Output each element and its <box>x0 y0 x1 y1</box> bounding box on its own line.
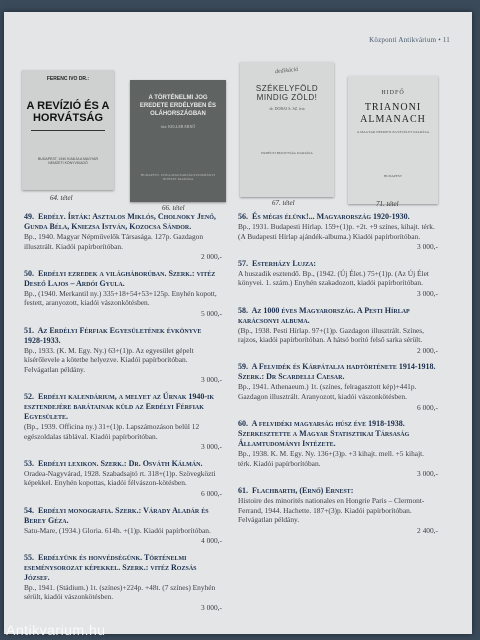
entry-number: 54. <box>24 505 34 515</box>
entry-price: 3 000,- <box>417 288 438 298</box>
catalog-entry-59 <box>238 362 438 412</box>
book-title: A TÖRTÉNELMI JOG EREDETE ERDÉLYBEN ÉS OLÁHORSZÁGBAN <box>139 95 217 117</box>
entry-heading: Erdélyi kalendárium, a melyet az Úrnak 1940-ik esztendejére barátainak küld az Erdélyi Férfiak Egyesülete. <box>24 391 215 421</box>
entry-number: 51. <box>24 325 34 335</box>
entry-price: 2 400,- <box>417 525 438 535</box>
entry-price: 2 000,- <box>417 345 438 355</box>
page-header: Központi Antikvárium • 11 <box>369 36 450 44</box>
entry-number: 61. <box>238 485 248 495</box>
catalog-entry-50 <box>24 269 222 319</box>
entry-heading: Erdélyi ezredek a világháborúban. Szerk.: vitéz Deseő Lajos – Ardói Gyula. <box>24 268 216 288</box>
watermark: Antikvarium.hu <box>6 622 106 638</box>
catalog-entry-52 <box>24 392 222 452</box>
catalog-entry-56 <box>238 212 438 252</box>
catalog-page <box>4 12 472 634</box>
entry-price: 3 000,- <box>417 469 438 479</box>
book-subtitle: dr. DOBAI S. SZ. írta <box>269 106 305 111</box>
left-column <box>24 212 222 619</box>
book-footer: BUDAPEST <box>383 174 403 178</box>
book-photos <box>18 52 458 212</box>
catalog-entry-57 <box>238 259 438 299</box>
entry-price: 6 000,- <box>417 402 438 412</box>
entry-heading: A felvidéki magyarság húsz éve 1918-1938. Szerkesztette a Magyar Statisztikai Társaság Államtudományi Intézete. <box>238 419 410 449</box>
catalog-entry-51 <box>24 326 222 385</box>
entry-number: 56. <box>238 212 248 221</box>
entry-number: 55. <box>24 552 34 562</box>
divider <box>31 130 105 131</box>
entry-heading: És mégis élünk!... Magyarország 1920-1930. <box>252 212 410 221</box>
entry-body: Bp., 1941. (Stádium.) 1t. (színes)+224p. +48t. (7 színes) Enyhén sérült, kiadói vászonkötésben. <box>24 582 216 602</box>
book-footer: BUDAPEST, 1940 KIADJA A MAGYAR NEMZETI KÖNYVKIADÓ <box>37 157 99 165</box>
book-cover-66 <box>130 80 226 202</box>
entry-number: 52. <box>24 391 34 401</box>
book-title: A REVÍZIÓ ÉS A HORVÁTSÁG <box>26 100 110 124</box>
entry-number: 59. <box>238 362 248 372</box>
catalog-entry-49 <box>24 212 222 262</box>
entry-heading: Esterházy Lujza: <box>252 258 317 268</box>
book-subtitle: írta: KELLER ERNŐ <box>160 124 196 129</box>
catalog-entry-61 <box>238 486 438 535</box>
book-footer: ERDÉLYI BIZOTTSÁG KIADÁSA <box>261 151 313 155</box>
entry-number: 60. <box>238 419 248 429</box>
book-cover-67 <box>240 62 334 197</box>
entry-price: 2 000,- <box>201 252 222 262</box>
entry-body: Histoire des minorités nationales en Hongrie Paris – Clermont-Ferrand, 1944. Hachette. 187+(3)p. Kiadói papírborítóban. Felvágatlan példány. <box>238 495 425 525</box>
handwritten-dedication: dedikáció <box>275 66 299 76</box>
entry-number: 53. <box>24 458 34 468</box>
entry-number: 57. <box>238 258 248 268</box>
entry-body: A huszadik esztendő. Bp., (1942. (Új Élet.) 75+(1)p. (Az Új Élet könyvei. 1. szám.) Enyhén szakadozott, kiadói papírborítóban. <box>238 268 429 288</box>
entry-body: Bp., 1941. Athenaeum.) 1t. (színes, felragasztott kép)+441p. Gazdagon illusztrált. Aranyozott, kiadói vászonkötésben. <box>238 382 417 401</box>
entry-heading: Az Erdélyi Férfiak Egyesületének évkönyve 1928-1933. <box>24 325 202 345</box>
entry-heading: Erdélyi monografia. Szerk.: Várady Aladár és Berey Géza. <box>24 505 209 525</box>
entry-price: 3 000,- <box>417 242 438 252</box>
entry-heading: A Felvidék és Kárpátalja hadtörténete 1914-1918. Szerk.: Dr Scardelli Caesar. <box>238 362 436 382</box>
book-author: HIDFŐ <box>381 90 405 96</box>
entry-heading: Erdély. Írták: Asztalos Miklós, Cholnoky Jenő, Gunda Béla, Kniezsa István, Kozocsa Sándor. <box>24 212 216 231</box>
entry-price: 6 000,- <box>201 488 222 498</box>
entry-heading: Flachbarth, (Ernő) Ernest: <box>252 485 354 495</box>
entry-heading: Erdélyünk és honvédségünk. Történelmi eseménysorozat képekkel. Szerk.: vitéz Rozsás József. <box>24 552 197 582</box>
entry-number: 50. <box>24 268 34 278</box>
entry-body: (Bp., 1938. Pesti Hírlap. 97+(1)p. Gazdagon illusztrált. Színes, rajzos, kiadói papírborítóban. A hátsó borító felső sarka sérült. <box>238 325 425 345</box>
book-author: FERENC IVO DR.: <box>46 76 90 82</box>
entry-body: Oradea-Nagyvárad, 1928. Szabadsajtó rt. 318+(1)p. Szövegközti képekkel. Enyhén kopottas, kiadói félvászon-kötésben. <box>24 468 216 488</box>
entry-number: 49. <box>24 212 34 221</box>
book-subtitle: A MAGYAR NEMZETI EGYESÜLET KIADÁSA <box>356 130 430 134</box>
entry-body: Satu-Mare, (1934.) Gloria. 614h. +(1)p. Kiadói papírborítóban. <box>24 525 211 535</box>
catalog-entry-53 <box>24 459 222 499</box>
entry-heading: Az 1000 éves Magyarország. A Pesti Hírlap karácsonyi albuma. <box>238 305 410 325</box>
entry-body: Bp., 1940. Magyar Népművelők Társasága. 127p. Gazdagon illusztrált. Kiadói papírborítóban. <box>24 232 204 251</box>
catalog-entry-54 <box>24 506 222 546</box>
entry-body: Bp., 1931. Budapesti Hírlap. 159+(1)p. +2t. +9 színes, kihajt. térk. (A Budapesti Hírlap ajándék-albuma.) Kiadói papírborítóban. <box>238 222 435 241</box>
entry-body: Bp., 1933. (K. M. Egy. Ny.) 63+(1)p. Az egyesület gépelt kísérőlevele a kötetbe helyezve. Kiadói papírborítóban. Felvágatlan példány. <box>24 345 194 374</box>
book-caption: 71. tétel <box>376 200 399 208</box>
book-caption: 67. tétel <box>272 199 295 207</box>
catalog-entry-60 <box>238 419 438 479</box>
book-caption: 64. tétel <box>50 194 73 202</box>
entry-number: 58. <box>238 305 248 315</box>
catalog-entry-58 <box>238 306 438 356</box>
entry-price: 5 000,- <box>201 308 222 318</box>
entry-price: 3 000,- <box>201 442 222 452</box>
book-caption: 66. tétel <box>162 204 185 212</box>
entry-heading: Erdélyi lexikon. Szerk.: Dr. Osváth Kálmán. <box>38 458 203 468</box>
book-title: SZÉKELYFÖLD MINDIG ZÖLD! <box>255 84 319 102</box>
book-title: TRIANONI ALMANACH <box>360 102 426 125</box>
entry-body: (Bp., 1939. Officina ny.) 31+(1)p. Lapszámozáson belül 12 egészoldalas táblával. Kiadói papírborítóban. <box>24 421 200 441</box>
entry-body: Bp., 1938. K. M. Egy. Ny. 136+(3)p. +3 kihajt. mell. +5 kihajt. térk. Kiadói papírborítóban. <box>238 449 425 468</box>
entry-price: 3 000,- <box>201 602 222 612</box>
book-cover-64 <box>22 70 114 190</box>
right-column <box>238 212 438 542</box>
book-cover-71 <box>348 76 438 204</box>
entry-price: 3 000,- <box>201 375 222 385</box>
entry-body: Bp., (1940. Merkantil ny.) 335+18+54+53+125p. Enyhén kopott, festett, aranyozott, kiadói vászonkötésben. <box>24 288 217 308</box>
catalog-entry-55 <box>24 553 222 613</box>
book-footer: BUDAPEST, 1938 A MAGYARSÁGTUDOMÁNYI INTÉZET KIADÁSA <box>140 173 216 181</box>
entry-price: 4 000,- <box>201 536 222 546</box>
